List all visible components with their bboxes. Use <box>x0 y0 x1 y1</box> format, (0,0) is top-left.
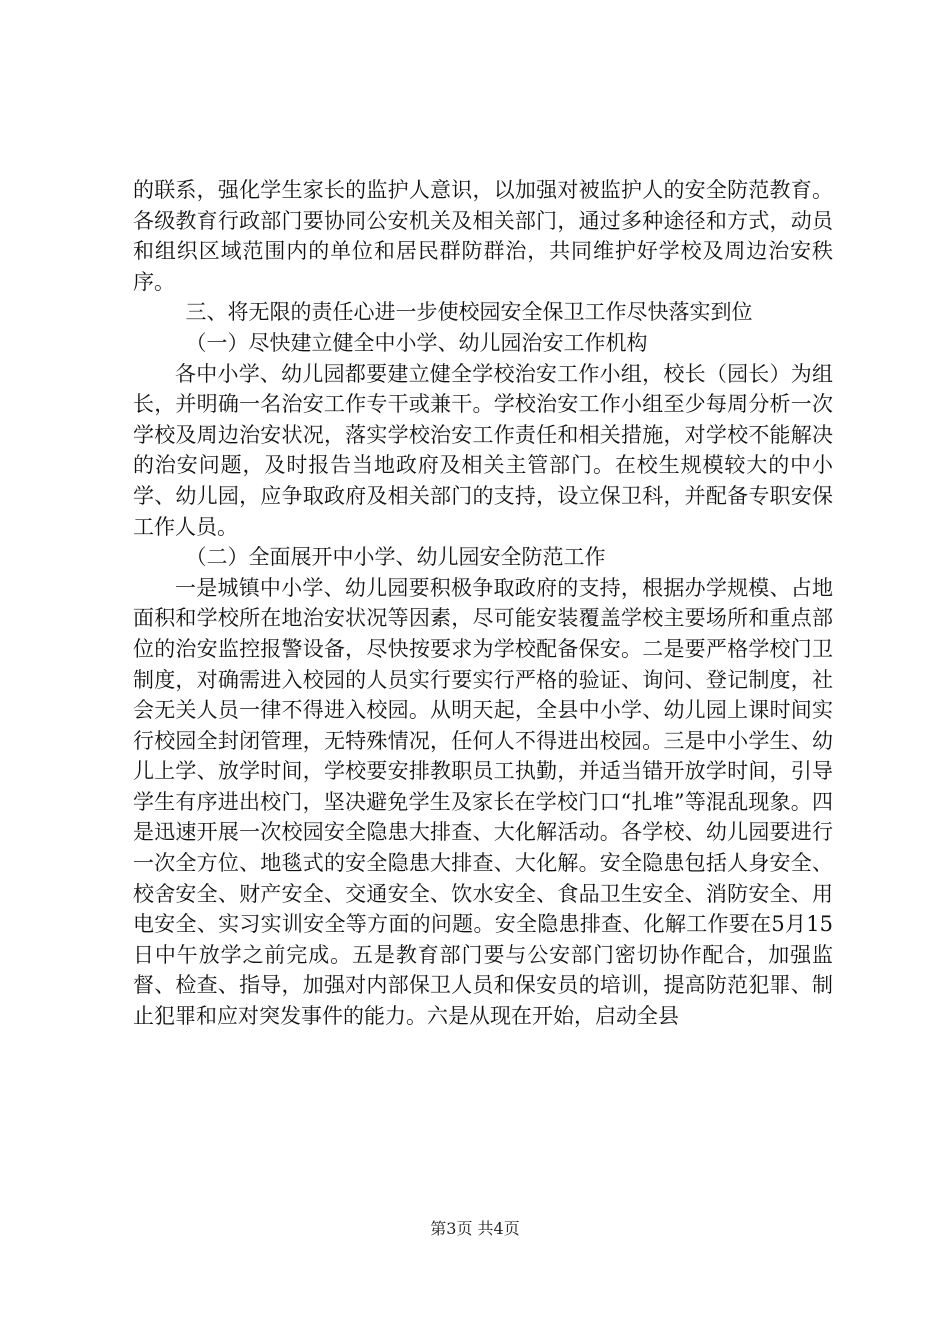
page-footer: 第3页 共4页 <box>430 1219 520 1238</box>
paragraph-2: 各中小学、幼儿园都要建立健全学校治安工作小组，校长（园长）为组长，并明确一名治安工作专干或兼干。学校治安工作小组至少每周分析一次学校及周边治安状况，落实学校治安工作责任和相关措施，对学校不能解决的治安问题，及时报告当地政府及相关主管部门。在校生规模较大的中小学、幼儿园，应争取政府及相关部门的支持，设立保卫科，并配备专职安保工作人员。 <box>133 361 833 539</box>
subheading-1: （一）尽快建立健全中小学、幼儿园治安工作机构 <box>185 330 648 355</box>
paragraph-3: 一是城镇中小学、幼儿园要积极争取政府的支持，根据办学规模、占地面积和学校所在地治安状况等因素，尽可能安装覆盖学校主要场所和重点部位的治安监控报警设备，尽快按要求为学校配备保安。二是要严格学校门卫制度，对确需进入校园的人员实行要实行严格的验证、询问、登记制度，社会无关人员一律不得进入校园。从明天起，全县中小学、幼儿园上课时间实行校园全封闭管理，无特殊情况，任何人不得进出校园。三是中小学生、幼儿上学、放学时间，学校要安排教职员工执勤，并适当错开放学时间，引导学生有序进出校门，坚决避免学生及家长在学校门口“扎堆”等混乱现象。四是迅速开展一次校园安全隐患大排查、大化解活动。各学校、幼儿园要进行一次全方位、地毯式的安全隐患大排查、大化解。安全隐患包括人身安全、校舍安全、财产安全、交通安全、饮水安全、食品卫生安全、消防安全、用电安全、实习实训安全等方面的问题。安全隐患排查、化解工作要在5月15日中午放学之前完成。五是教育部门要与公安部门密切协作配合，加强监督、检查、指导，加强对内部保卫人员和保安员的培训，提高防范犯罪、制止犯罪和应对突发事件的能力。六是从现在开始，启动全县 <box>133 575 833 1029</box>
paragraph-1: 的联系，强化学生家长的监护人意识，以加强对被监护人的安全防范教育。各级教育行政部门要协同公安机关及相关部门，通过多种途径和方式，动员和组织区域范围内的单位和居民群防群治，共同维护好学校及周边治安秩序。 <box>133 178 833 294</box>
subheading-2: （二）全面展开中小学、幼儿园安全防范工作 <box>185 545 606 570</box>
section-heading-3: 三、将无限的责任心进一步使校园安全保卫工作尽快落实到位 <box>185 300 753 325</box>
document-body <box>133 175 833 1032</box>
